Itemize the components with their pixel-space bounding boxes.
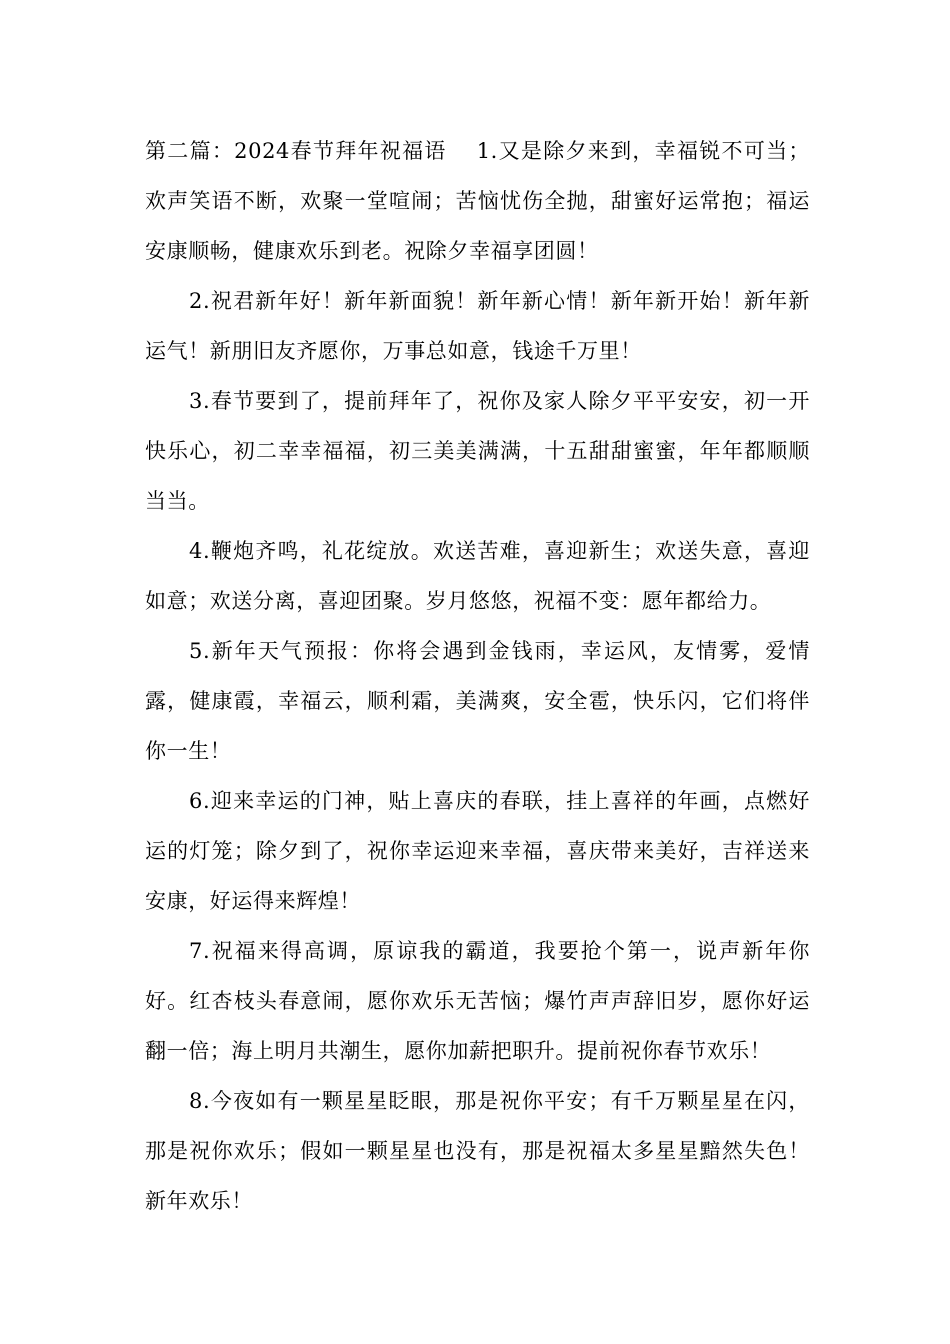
paragraph-7: 7.祝福来得高调，原谅我的霸道，我要抢个第一，说声新年你好。红杏枝头春意闹，愿你欢乐无苦恼；爆竹声声辞旧岁，愿你好运翻一倍；海上明月共潮生，愿你加薪把职升。提前祝你春节欢乐！ — [145, 939, 810, 1063]
document-heading: 第二篇：2024春节拜年祝福语 — [145, 139, 447, 163]
paragraph-1-text: 1.又是除夕来到，幸福锐不可当；欢声笑语不断，欢聚一堂喧闹；苦恼忧伤全抛，甜蜜好运常抱；福运安康顺畅，健康欢乐到老。祝除夕幸福享团圆！ — [145, 139, 810, 263]
paragraph-6: 6.迎来幸运的门神，贴上喜庆的春联，挂上喜祥的年画，点燃好运的灯笼；除夕到了，祝你幸运迎来幸福，喜庆带来美好，吉祥送来安康，好运得来辉煌！ — [145, 789, 810, 913]
document-body — [145, 126, 810, 1226]
paragraph-5: 5.新年天气预报：你将会遇到金钱雨，幸运风，友情雾，爱情露，健康霞，幸福云，顺利霜，美满爽，安全雹，快乐闪，它们将伴你一生！ — [145, 639, 810, 763]
paragraph-4: 4.鞭炮齐鸣，礼花绽放。欢送苦难，喜迎新生；欢送失意，喜迎如意；欢送分离，喜迎团聚。岁月悠悠，祝福不变：愿年都给力。 — [145, 539, 810, 613]
paragraph-8: 8.今夜如有一颗星星眨眼，那是祝你平安；有千万颗星星在闪，那是祝你欢乐；假如一颗星星也没有，那是祝福太多星星黯然失色！新年欢乐！ — [145, 1089, 810, 1213]
paragraph-3: 3.春节要到了，提前拜年了，祝你及家人除夕平平安安，初一开快乐心，初二幸幸福福，初三美美满满，十五甜甜蜜蜜，年年都顺顺当当。 — [145, 389, 810, 513]
paragraph-2: 2.祝君新年好！新年新面貌！新年新心情！新年新开始！新年新运气！新朋旧友齐愿你，万事总如意，钱途千万里！ — [145, 289, 810, 363]
paragraph-1 — [145, 126, 810, 276]
